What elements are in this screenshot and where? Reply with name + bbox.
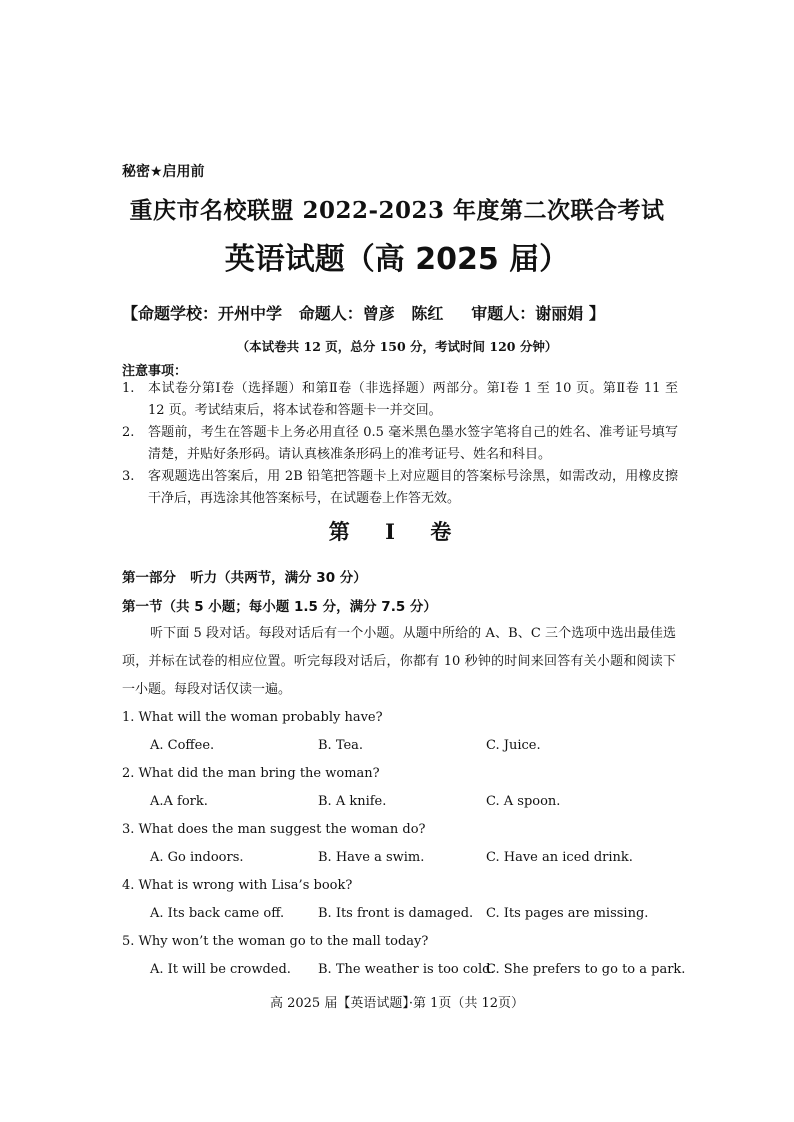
option-b: B. Have a swim. [318,850,425,865]
option-c: C. Juice. [486,738,541,753]
option-b: B. Its front is damaged. [318,906,474,921]
option-c: C. Have an iced drink. [486,850,633,865]
answer-options [122,956,686,984]
part-heading: 第一部分 听力（共两节，满分 30 分） [122,570,367,586]
answer-options [122,844,682,872]
option-a: A. Go indoors. [150,850,244,865]
section-instructions: 听下面 5 段对话。每段对话后有一个小题。从题中所给的 A、B、C 三个选项中选出最佳选项，并标在试卷的相应位置。听完每段对话后，你都有 10 秒钟的时间来回答有关小题和阅读下一小题。每段对话仅读一遍。 [122,626,676,697]
note-item [122,422,678,466]
volume-label: 第 Ⅰ 卷 [328,519,466,544]
confidential-label: 秘密★启用前 [122,164,205,180]
note-number: 2. [122,425,135,440]
option-a: A. Its back came off. [150,906,285,921]
answer-options [122,788,682,816]
option-a: A. Coffee. [150,738,215,753]
note-item [122,378,678,422]
note-text: 本试卷分第Ⅰ卷（选择题）和第Ⅱ卷（非选择题）两部分。第Ⅰ卷 1 至 10 页。第Ⅱ卷 11 至 12 页。考试结束后，将本试卷和答题卡一并交回。 [148,381,678,418]
option-b: B. Tea. [318,738,364,753]
option-b: B. The weather is too cold. [318,962,495,977]
note-text: 客观题选出答案后，用 2B 铅笔把答题卡上对应题目的答案标号涂黑，如需改动，用橡皮擦干净后，再选涂其他答案标号，在试题卷上作答无效。 [148,469,678,506]
exam-title: 重庆市名校联盟 2022-2023 年度第二次联合考试 [129,197,665,224]
option-a: A.A fork. [150,794,208,809]
option-b: B. A knife. [318,794,387,809]
question-stem: 2. What did the man bring the woman? [122,766,380,781]
page-footer: 高 2025 届【英语试题】·第 1页（共 12页） [269,996,525,1011]
question-stem: 4. What is wrong with Lisa’s book? [122,878,353,893]
authors-line: 【命题学校：开州中学 命题人：曾彦 陈红 审题人：谢丽娟 】 [122,304,605,323]
question-stem: 5. Why won’t the woman go to the mall today? [122,934,429,949]
question-list [122,704,686,984]
answer-options [122,900,682,928]
volume-heading [0,516,794,546]
note-number: 1. [122,381,135,396]
exam-info: （本试卷共 12 页，总分 150 分，考试时间 120 分钟） [236,339,558,354]
section-heading: 第一节（共 5 小题；每小题 1.5 分，满分 7.5 分） [122,599,437,615]
option-c: C. Its pages are missing. [486,906,649,921]
option-c: C. She prefers to go to a park. [486,962,686,977]
answer-options [122,732,682,760]
subject-title: 英语试题（高 2025 届） [224,242,570,277]
option-a: A. It will be crowded. [150,962,291,977]
note-number: 3. [122,469,135,484]
notes-list [122,378,678,510]
notes-heading: 注意事项： [122,364,188,379]
option-c: C. A spoon. [486,794,561,809]
note-item [122,466,678,510]
note-text: 答题前，考生在答题卡上务必用直径 0.5 毫米黑色墨水签字笔将自己的姓名、准考证号填写清楚，并贴好条形码。请认真核准条形码上的准考证号、姓名和科目。 [148,425,678,462]
question-stem: 3. What does the man suggest the woman do? [122,822,426,837]
question-stem: 1. What will the woman probably have? [122,710,383,725]
